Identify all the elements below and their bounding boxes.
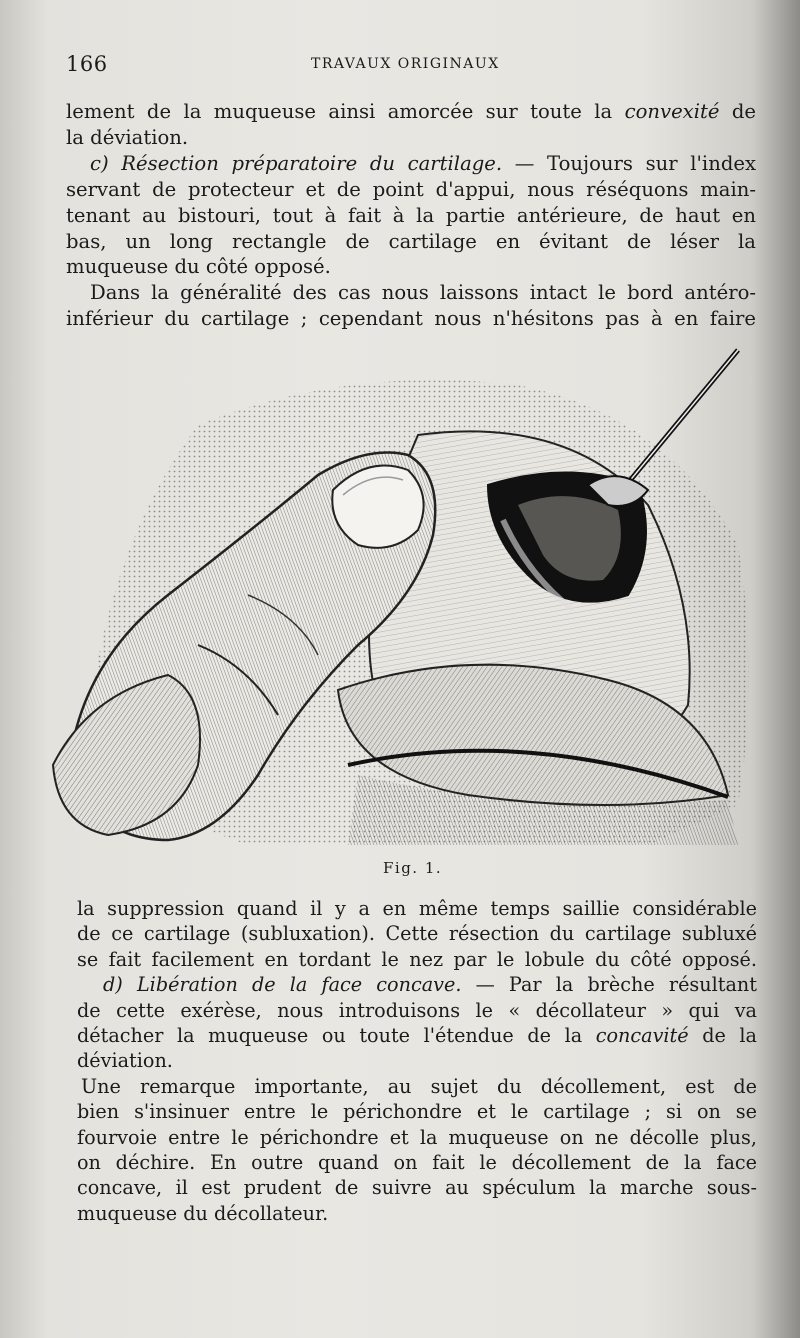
paragraph bbox=[77, 1074, 757, 1226]
running-head: TRAVAUX ORIGINAUX bbox=[311, 56, 500, 72]
text-line: c) Résection préparatoire du cartilage. — Toujours sur l'index bbox=[90, 151, 757, 175]
text-line: muqueuse du côté opposé. bbox=[66, 255, 331, 279]
text-line: de ce cartilage (subluxation). Cette résection du cartilage subluxé bbox=[77, 922, 757, 946]
text-line: lement de la muqueuse ainsi amorcée sur toute la convexité de bbox=[66, 100, 757, 123]
page-number: 166 bbox=[66, 52, 108, 76]
section-title: Libération de la face concave. bbox=[136, 973, 462, 997]
paragraph bbox=[77, 972, 757, 1074]
figure-caption: Fig. 1. bbox=[383, 859, 443, 877]
text-line: inférieur du cartilage ; cependant nous n'hésitons pas à en faire bbox=[66, 307, 756, 331]
page-header bbox=[66, 52, 756, 78]
text-line: se fait facilement en tordant le nez par le lobule du côté opposé. bbox=[77, 947, 757, 971]
text-line: tenant au bistouri, tout à fait à la partie antérieure, de haut en bbox=[66, 203, 756, 227]
text-line: bien s'insinuer entre le périchondre et le cartilage ; si on se bbox=[77, 1100, 757, 1124]
section-label: c) bbox=[90, 151, 109, 175]
text-line: d) Libération de la face concave. — Par la brèche résultant bbox=[103, 973, 757, 997]
text-line: Une remarque importante, au sujet du décollement, est de bbox=[81, 1074, 757, 1098]
text-line: la déviation. bbox=[66, 125, 189, 149]
section-title: Résection préparatoire du cartilage. bbox=[121, 151, 503, 175]
text-line: muqueuse du décollateur. bbox=[77, 1201, 329, 1225]
engraving-figure bbox=[48, 345, 760, 855]
text-line: Dans la généralité des cas nous laissons intact le bord antéro- bbox=[90, 281, 756, 305]
text-block-bottom bbox=[77, 896, 757, 1226]
text-block-top bbox=[66, 99, 756, 332]
text-line: on déchire. En outre quand on fait le décollement de la face bbox=[77, 1151, 757, 1175]
text-line: concave, il est prudent de suivre au spéculum la marche sous- bbox=[77, 1176, 757, 1200]
text-line: fourvoie entre le périchondre et la muqueuse on ne décolle plus, bbox=[77, 1125, 757, 1149]
text-line: détacher la muqueuse ou toute l'étendue de la concavité de la bbox=[77, 1024, 757, 1048]
paragraph bbox=[66, 151, 756, 281]
nose-thumb-illustration bbox=[48, 345, 760, 855]
paragraph bbox=[77, 896, 757, 972]
section-label: d) bbox=[103, 973, 123, 997]
emphasis: concavité bbox=[595, 1024, 689, 1048]
text-line: déviation. bbox=[77, 1049, 173, 1073]
emphasis: convexité bbox=[624, 100, 720, 123]
text-line: la suppression quand il y a en même temps saillie considérable bbox=[77, 897, 757, 920]
paragraph bbox=[66, 99, 756, 151]
text-line: servant de protecteur et de point d'appui, nous réséquons main- bbox=[66, 177, 756, 201]
text-line: de cette exérèse, nous introduisons le « décollateur » qui va bbox=[77, 998, 757, 1022]
text-line: bas, un long rectangle de cartilage en évitant de léser la bbox=[66, 229, 756, 253]
paragraph bbox=[66, 280, 756, 332]
